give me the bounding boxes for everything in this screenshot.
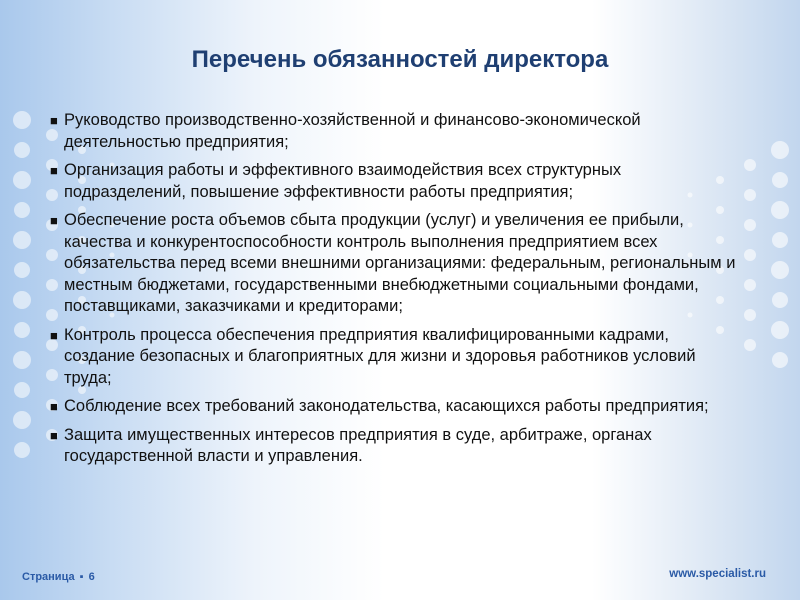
list-item-text: Обеспечение роста объемов сбыта продукции (услуг) и увеличения ее прибыли, качества и конкурентоспособности контроль выполнения предприятием всех обязательства перед всеми внешними организациями: федеральным, региональным и местным бюджетами, государственными внебюджетными социальными фондами, поставщиками, заказчиками и кредиторами;	[64, 211, 736, 315]
site-url-link[interactable]: www.specialist.ru	[669, 568, 766, 580]
list-item	[48, 325, 738, 390]
bullet-icon: ■	[50, 327, 58, 343]
list-item	[48, 110, 738, 153]
bullet-icon: ■	[50, 399, 58, 414]
list-item	[48, 160, 738, 203]
page-separator-icon: ▪	[79, 571, 84, 583]
list-item	[48, 425, 738, 468]
duties-list	[48, 110, 738, 475]
list-item-text: Защита имущественных интересов предприятия в суде, арбитраже, органах государственной власти и управления.	[64, 425, 652, 465]
page-number: 6	[88, 571, 95, 583]
bullet-icon: ■	[50, 427, 58, 443]
bullet-icon: ■	[50, 213, 58, 228]
list-item-text: Контроль процесса обеспечения предприятия квалифицированными кадрами, создание безопасных и благоприятных для жизни и здоровья работников условий труда;	[64, 325, 696, 387]
page-indicator	[22, 571, 95, 583]
list-item-text: Руководство производственно-хозяйственной и финансово-экономической деятельностью предприятия;	[64, 111, 641, 151]
list-item	[48, 210, 738, 318]
list-item-text: Соблюдение всех требований законодательства, касающихся работы предприятия;	[64, 397, 709, 415]
slide-title: Перечень обязанностей директора	[191, 46, 609, 73]
bullet-icon: ■	[50, 113, 58, 128]
bullet-icon: ■	[50, 163, 58, 178]
list-item-text: Организация работы и эффективного взаимодействия всех структурных подразделений, повышение эффективности работы предприятия;	[64, 161, 622, 201]
list-item	[48, 396, 738, 418]
page-label: Страница	[22, 571, 75, 583]
